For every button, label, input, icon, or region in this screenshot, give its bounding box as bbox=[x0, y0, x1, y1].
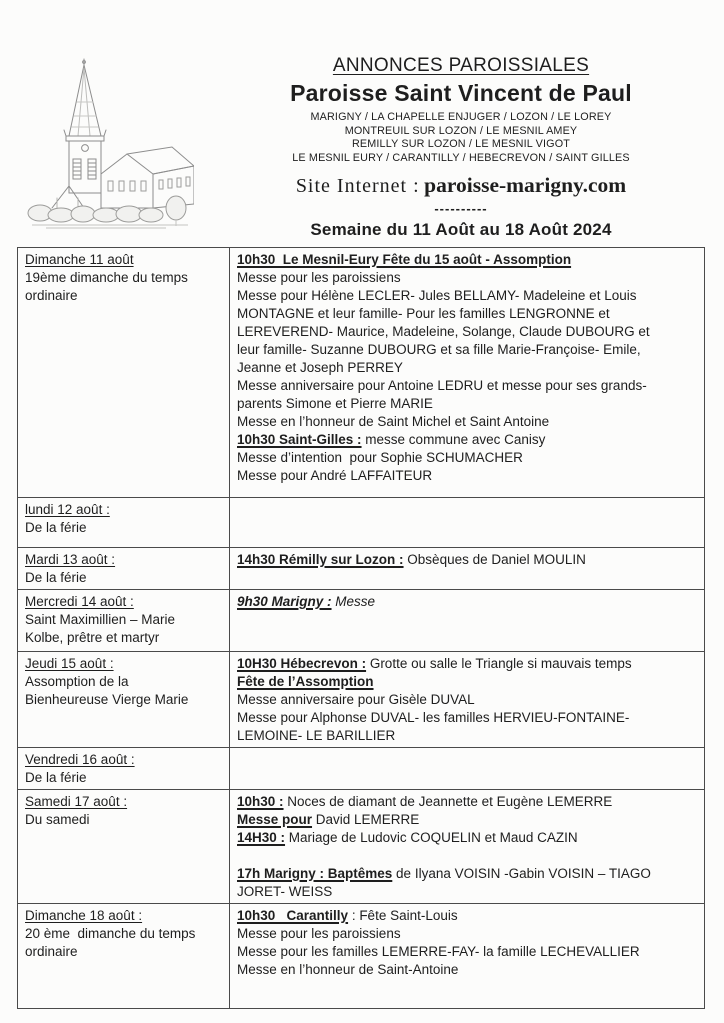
text-segment: Messe pour Alphonse DUVAL- les familles HERVIEU-FONTAINE- bbox=[237, 710, 630, 725]
text-segment: LEREVEREND- Maurice, Madeleine, Solange, Claude DUBOURG et bbox=[237, 324, 650, 339]
website-url: paroisse-marigny.com bbox=[424, 173, 627, 197]
detail-line bbox=[237, 269, 698, 287]
text-segment: 14H30 : bbox=[237, 830, 286, 845]
detail-line bbox=[237, 673, 698, 691]
date-cell bbox=[18, 790, 230, 903]
detail-line bbox=[237, 551, 698, 569]
village-line: REMILLY SUR LOZON / LE MESNIL VIGOT bbox=[351, 138, 571, 150]
date-cell bbox=[18, 748, 230, 789]
date-heading bbox=[25, 593, 223, 611]
date-heading bbox=[25, 501, 223, 519]
date-line: ordinaire bbox=[25, 944, 78, 959]
text-segment: : Fête Saint-Louis bbox=[348, 908, 458, 923]
date-heading bbox=[25, 551, 223, 569]
details-cell bbox=[230, 590, 704, 651]
detail-line bbox=[237, 655, 698, 673]
detail-line bbox=[237, 943, 698, 961]
table-row bbox=[18, 498, 704, 548]
date-heading-text: Mardi 13 août : bbox=[25, 552, 116, 567]
website-line bbox=[212, 173, 710, 198]
date-heading bbox=[25, 751, 223, 769]
details-cell bbox=[230, 790, 704, 903]
week-title: Semaine du 11 Août au 18 Août 2024 bbox=[310, 220, 612, 239]
detail-line bbox=[237, 925, 698, 943]
table-row bbox=[18, 548, 704, 590]
date-heading-text: Dimanche 18 août : bbox=[25, 908, 143, 923]
date-line: De la férie bbox=[25, 570, 87, 585]
detail-line bbox=[237, 593, 698, 611]
date-cell bbox=[18, 652, 230, 747]
date-heading-text: lundi 12 août : bbox=[25, 502, 110, 517]
church-sketch-image bbox=[26, 56, 194, 232]
date-heading-text: Jeudi 15 août : bbox=[25, 656, 114, 671]
details-cell bbox=[230, 248, 704, 497]
detail-line bbox=[237, 377, 698, 395]
text-segment: Jeanne et Joseph PERREY bbox=[237, 360, 403, 375]
text-segment: 10h30 Saint-Gilles : bbox=[237, 432, 362, 447]
text-segment: Messe en l’honneur de Saint-Antoine bbox=[237, 962, 459, 977]
detail-line bbox=[237, 323, 698, 341]
website-label: Site Internet : bbox=[295, 175, 420, 197]
parish-name: Paroisse Saint Vincent de Paul bbox=[290, 80, 632, 106]
text-segment: Messe pour Hélène LECLER- Jules BELLAMY- Madeleine et Louis bbox=[237, 288, 637, 303]
detail-line bbox=[237, 829, 698, 847]
detail-line bbox=[237, 431, 698, 449]
text-segment: Messe pour les familles LEMERRE-FAY- la famille LECHEVALLIER bbox=[237, 944, 640, 959]
detail-line bbox=[237, 847, 698, 865]
text-segment: leur famille- Suzanne DUBOURG et sa fille Marie-Françoise- Emile, bbox=[237, 342, 641, 357]
detail-line bbox=[237, 793, 698, 811]
table-row bbox=[18, 748, 704, 790]
details-cell bbox=[230, 904, 704, 1008]
table-row bbox=[18, 590, 704, 652]
text-segment: Messe pour André LAFFAITEUR bbox=[237, 468, 433, 483]
date-line: Kolbe, prêtre et martyr bbox=[25, 630, 160, 645]
village-line: LE MESNIL EURY / CARANTILLY / HEBECREVON / SAINT GILLES bbox=[292, 151, 630, 164]
text-segment: 14h30 Rémilly sur Lozon : bbox=[237, 552, 404, 567]
detail-line bbox=[237, 305, 698, 323]
details-cell bbox=[230, 652, 704, 747]
date-line: De la férie bbox=[25, 520, 87, 535]
separator-dashes: ---------- bbox=[434, 201, 488, 216]
text-segment: 10h30 Carantilly bbox=[237, 908, 349, 923]
text-segment: parents Simone et Pierre MARIE bbox=[237, 396, 433, 411]
date-line: Saint Maximillien – Marie bbox=[25, 612, 176, 627]
detail-line bbox=[237, 865, 698, 883]
date-heading bbox=[25, 251, 223, 269]
date-cell bbox=[18, 498, 230, 547]
text-segment: 10H30 Hébecrevon : bbox=[237, 656, 367, 671]
table-row bbox=[18, 904, 704, 1008]
text-segment: Grotte ou salle le Triangle si mauvais temps bbox=[366, 656, 632, 671]
text-segment: Messe d’intention pour Sophie SCHUMACHER bbox=[237, 450, 523, 465]
text-segment: MONTAGNE et leur famille- Pour les familles LENGRONNE et bbox=[237, 306, 610, 321]
village-line: MONTREUIL SUR LOZON / LE MESNIL AMEY bbox=[344, 124, 578, 137]
text-segment: Messe anniversaire pour Gisèle DUVAL bbox=[237, 692, 475, 707]
villages-list bbox=[212, 111, 710, 165]
text-segment: Noces de diamant de Jeannette et Eugène LEMERRE bbox=[283, 794, 613, 809]
detail-line bbox=[237, 883, 698, 901]
date-heading-text: Dimanche 11 août bbox=[25, 252, 134, 267]
table-row bbox=[18, 248, 704, 498]
details-cell bbox=[230, 748, 704, 789]
date-line: Du samedi bbox=[25, 812, 90, 827]
table-row bbox=[18, 652, 704, 748]
text-segment: Messe pour bbox=[237, 812, 313, 827]
date-heading bbox=[25, 907, 223, 925]
text-segment: Mariage de Ludovic COQUELIN et Maud CAZIN bbox=[285, 830, 578, 845]
text-segment: messe commune avec Canisy bbox=[361, 432, 546, 447]
detail-line bbox=[237, 413, 698, 431]
text-segment: David LEMERRE bbox=[312, 812, 420, 827]
text-segment: JORET- WEISS bbox=[237, 884, 333, 899]
schedule-table bbox=[17, 247, 705, 1009]
text-segment: 10h30 : bbox=[237, 794, 284, 809]
date-line: De la férie bbox=[25, 770, 87, 785]
details-cell bbox=[230, 548, 704, 589]
date-heading-text: Mercredi 14 août : bbox=[25, 594, 134, 609]
detail-line bbox=[237, 811, 698, 829]
date-cell bbox=[18, 590, 230, 651]
document-title: ANNONCES PAROISSIALES bbox=[332, 55, 590, 76]
date-line: 19ème dimanche du temps bbox=[25, 270, 188, 285]
detail-line bbox=[237, 359, 698, 377]
date-line: 20 ème dimanche du temps bbox=[25, 926, 196, 941]
detail-line bbox=[237, 251, 698, 269]
date-heading-text: Samedi 17 août : bbox=[25, 794, 128, 809]
date-line: Assomption de la bbox=[25, 674, 129, 689]
document-header bbox=[212, 55, 710, 240]
date-heading bbox=[25, 655, 223, 673]
text-segment: Fête de l’Assomption bbox=[237, 674, 374, 689]
date-line: Bienheureuse Vierge Marie bbox=[25, 692, 189, 707]
detail-line bbox=[237, 287, 698, 305]
text-segment: Messe pour les paroissiens bbox=[237, 270, 401, 285]
text-segment: LEMOINE- LE BARILLIER bbox=[237, 728, 396, 743]
date-cell bbox=[18, 548, 230, 589]
text-segment: Messe bbox=[331, 594, 376, 609]
detail-line bbox=[237, 395, 698, 413]
text-segment: 10h30 Le Mesnil-Eury Fête du 15 août - Assomption bbox=[237, 252, 572, 267]
detail-line bbox=[237, 691, 698, 709]
details-cell bbox=[230, 498, 704, 547]
text-segment: 9h30 Marigny : bbox=[237, 594, 332, 609]
village-line: MARIGNY / LA CHAPELLE ENJUGER / LOZON / LE LOREY bbox=[310, 111, 612, 123]
text-segment: Messe anniversaire pour Antoine LEDRU et messe pour ses grands- bbox=[237, 378, 647, 393]
detail-line bbox=[237, 961, 698, 979]
date-heading-text: Vendredi 16 août : bbox=[25, 752, 135, 767]
detail-line bbox=[237, 449, 698, 467]
text-segment: de Ilyana VOISIN -Gabin VOISIN – TIAGO bbox=[392, 866, 651, 881]
date-cell bbox=[18, 904, 230, 1008]
date-cell bbox=[18, 248, 230, 497]
text-segment: 17h Marigny : Baptêmes bbox=[237, 866, 393, 881]
table-row bbox=[18, 790, 704, 904]
detail-line bbox=[237, 907, 698, 925]
date-heading bbox=[25, 793, 223, 811]
text-segment: Messe en l’honneur de Saint Michel et Saint Antoine bbox=[237, 414, 550, 429]
text-segment: Obsèques de Daniel MOULIN bbox=[403, 552, 586, 567]
text-segment: Messe pour les paroissiens bbox=[237, 926, 401, 941]
detail-line bbox=[237, 709, 698, 727]
detail-line bbox=[237, 727, 698, 745]
date-line: ordinaire bbox=[25, 288, 78, 303]
detail-line bbox=[237, 341, 698, 359]
detail-line bbox=[237, 467, 698, 485]
